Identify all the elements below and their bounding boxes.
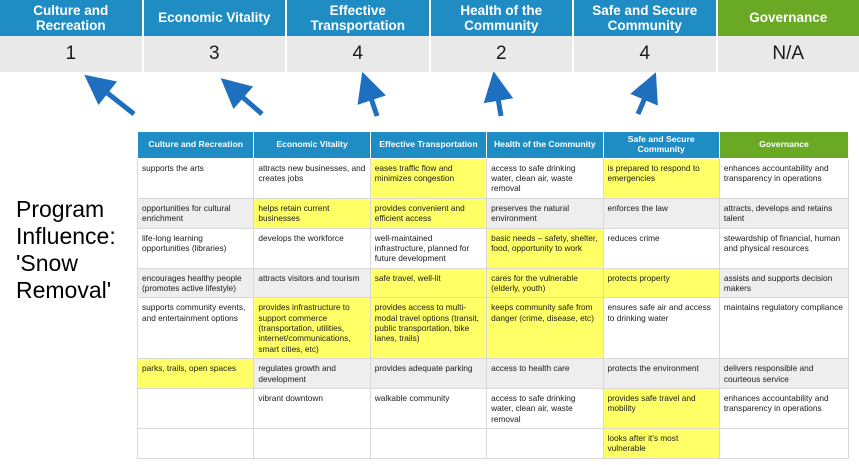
matrix-cell: basic needs – safety, shelter, food, opportunity to work	[487, 228, 603, 268]
arrow-culture-and-recreation	[96, 84, 134, 114]
matrix-cell: maintains regulatory compliance	[719, 298, 848, 359]
score-governance: N/A	[772, 43, 805, 64]
matrix-cell: vibrant downtown	[254, 388, 370, 428]
matrix-header-culture-and-recreation: Culture and Recreation	[138, 132, 254, 159]
table-row	[138, 359, 849, 389]
matrix-cell: looks after it's most vulnerable	[603, 428, 719, 458]
table-row	[138, 298, 849, 359]
matrix-cell: protects property	[603, 268, 719, 298]
matrix-cell: preserves the natural environment	[487, 198, 603, 228]
matrix-header-safe-and-secure-community: Safe and Secure Community	[603, 132, 719, 159]
matrix-cell: keeps community safe from danger (crime, disease, etc)	[487, 298, 603, 359]
matrix-cell: well-maintained infrastructure, planned for future development	[370, 228, 486, 268]
matrix-header-row	[138, 132, 849, 159]
matrix-cell: is prepared to respond to emergencies	[603, 158, 719, 198]
matrix-cell: ensures safe air and access to drinking water	[603, 298, 719, 359]
matrix-cell: helps retain current businesses	[254, 198, 370, 228]
matrix-cell: attracts new businesses, and creates jobs	[254, 158, 370, 198]
matrix-cell: provides adequate parking	[370, 359, 486, 389]
goal-header-culture-and-recreation: Culture and Recreation	[0, 0, 144, 36]
table-row	[138, 198, 849, 228]
matrix-cell	[719, 428, 848, 458]
goal-header-effective-transportation: Effective Transportation	[287, 0, 431, 36]
matrix-header-effective-transportation: Effective Transportation	[370, 132, 486, 159]
goal-header-band	[0, 0, 859, 36]
goal-header-governance: Governance	[718, 0, 859, 36]
table-row	[138, 428, 849, 458]
matrix-cell: enhances accountability and transparency in operations	[719, 158, 848, 198]
matrix-cell: attracts, develops and retains talent	[719, 198, 848, 228]
matrix-cell: develops the workforce	[254, 228, 370, 268]
matrix-cell: enforces the law	[603, 198, 719, 228]
matrix-cell	[138, 388, 254, 428]
matrix-header-economic-vitality: Economic Vitality	[254, 132, 370, 159]
matrix-cell: opportunities for cultural enrichment	[138, 198, 254, 228]
matrix-cell: safe travel, well-lit	[370, 268, 486, 298]
matrix-cell: delivers responsible and courteous service	[719, 359, 848, 389]
matrix-body	[138, 158, 849, 458]
matrix-cell: life-long learning opportunities (libraries)	[138, 228, 254, 268]
table-row	[138, 228, 849, 268]
matrix-cell: supports community events, and entertainment options	[138, 298, 254, 359]
matrix-cell: provides safe travel and mobility	[603, 388, 719, 428]
matrix-cell: provides infrastructure to support commerce (transportation, utilities, internet/communications, smart cities, etc)	[254, 298, 370, 359]
matrix-cell: cares for the vulnerable (elderly, youth)	[487, 268, 603, 298]
outcomes-matrix	[137, 131, 849, 459]
matrix-cell	[254, 428, 370, 458]
goal-header-economic-vitality: Economic Vitality	[144, 0, 288, 36]
table-row	[138, 268, 849, 298]
arrow-health-of-the-community	[496, 86, 501, 116]
outcomes-table	[137, 131, 849, 459]
matrix-header-health-of-the-community: Health of the Community	[487, 132, 603, 159]
score-safe-and-secure-community: 4	[574, 36, 718, 72]
arrows-group	[0, 72, 859, 132]
matrix-cell: provides access to multi-modal travel options (transit, public transportation, bike lanes, trails)	[370, 298, 486, 359]
matrix-cell: access to health care	[487, 359, 603, 389]
arrows-svg	[0, 72, 859, 132]
arrow-safe-and-secure-community	[638, 86, 650, 114]
matrix-cell	[138, 428, 254, 458]
matrix-cell: assists and supports decision makers	[719, 268, 848, 298]
matrix-cell: attracts visitors and tourism	[254, 268, 370, 298]
matrix-cell: reduces crime	[603, 228, 719, 268]
matrix-cell: parks, trails, open spaces	[138, 359, 254, 389]
program-influence-caption: Program Influence: 'Snow Removal'	[16, 196, 116, 304]
goal-header-health-of-the-community: Health of the Community	[431, 0, 575, 36]
matrix-cell: protects the environment	[603, 359, 719, 389]
matrix-cell: access to safe drinking water, clean air, waste removal	[487, 388, 603, 428]
arrow-effective-transportation	[367, 86, 377, 116]
matrix-cell: walkable community	[370, 388, 486, 428]
score-health-of-the-community: 2	[431, 36, 575, 72]
table-row	[138, 158, 849, 198]
score-band	[0, 36, 859, 72]
matrix-cell: encourages healthy people (promotes active lifestyle)	[138, 268, 254, 298]
table-row	[138, 388, 849, 428]
matrix-cell	[487, 428, 603, 458]
arrow-economic-vitality	[232, 88, 262, 114]
score-culture-and-recreation: 1	[0, 36, 144, 72]
matrix-cell: access to safe drinking water, clean air, waste removal	[487, 158, 603, 198]
goal-header-safe-and-secure-community: Safe and Secure Community	[574, 0, 718, 36]
matrix-cell: enhances accountability and transparency in operations	[719, 388, 848, 428]
score-economic-vitality: 3	[144, 36, 288, 72]
matrix-header-governance: Governance	[719, 132, 848, 159]
matrix-cell: regulates growth and development	[254, 359, 370, 389]
matrix-cell: provides convenient and efficient access	[370, 198, 486, 228]
matrix-cell: eases traffic flow and minimizes congestion	[370, 158, 486, 198]
score-effective-transportation: 4	[287, 36, 431, 72]
matrix-cell: supports the arts	[138, 158, 254, 198]
matrix-cell: stewardship of financial, human and physical resources	[719, 228, 848, 268]
matrix-cell	[370, 428, 486, 458]
